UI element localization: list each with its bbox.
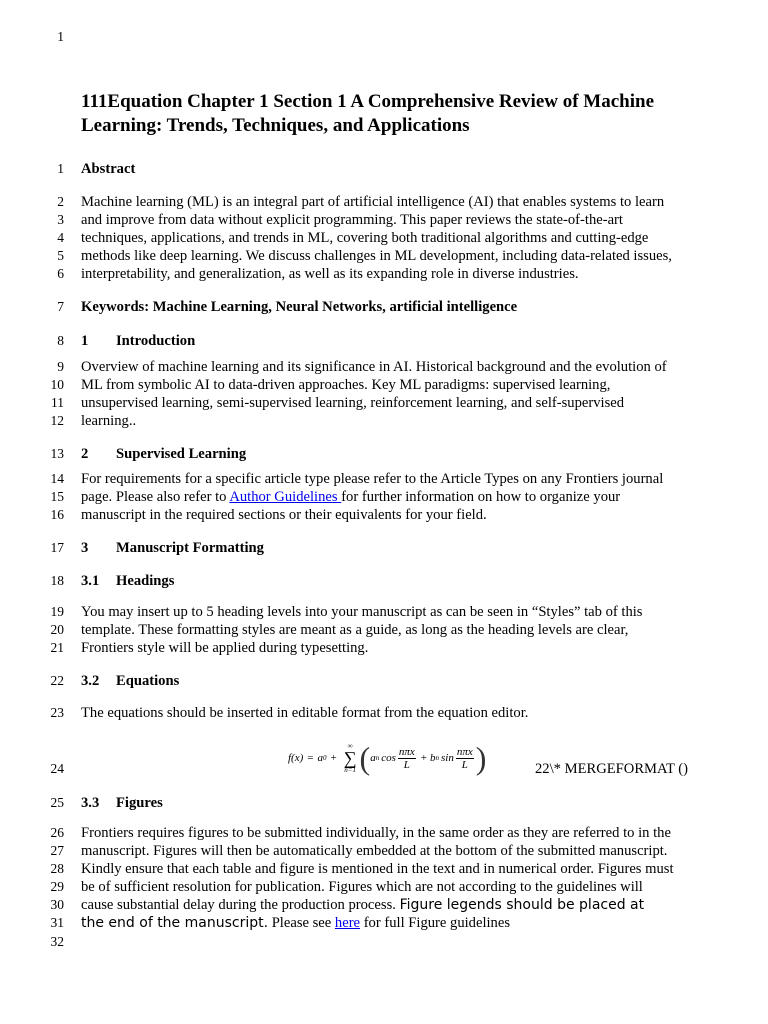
line-number: 15 [50,489,64,504]
eq-bn-sub: n [435,754,439,762]
line-number: 18 [50,573,64,588]
section-title: Manuscript Formatting [116,540,264,556]
line-number: 26 [50,825,64,840]
equations-text: The equations should be inserted in editable format from the equation editor. [81,705,529,721]
supervised-line: For requirements for a specific article type please refer to the Article Types on any Frontiers journal [81,471,664,487]
abstract-heading: Abstract [81,161,136,177]
line-number: 4 [57,230,64,245]
text-span: page. Please also refer to [81,489,230,505]
text-span-sans: the end of the manuscript. [81,915,269,931]
text-span: for further information on how to organize your [341,489,621,505]
eq-left-paren: ( [359,740,371,776]
line-number: 7 [57,299,64,314]
text-span: cause substantial delay during the production process. [81,897,400,913]
line-number: 24 [50,761,64,776]
line-number: 8 [57,333,64,348]
line-number: 32 [50,934,64,949]
line-number: 5 [57,248,64,263]
frac-numerator: nπx [398,745,415,758]
section-number: 3.3 [81,795,100,811]
sum-symbol: ∑ [343,748,357,768]
sum-lower-limit: n=1 [344,766,356,774]
headings-line: template. These formatting styles are meant as a guide, as long as the heading levels are clear, [81,622,629,638]
section-heading-headings [81,572,701,590]
eq-bn: b [430,752,436,764]
headings-line: Frontiers style will be applied during typesetting. [81,640,369,656]
intro-line: Overview of machine learning and its significance in AI. Historical background and the evolution of [81,359,667,375]
figures-line: Kindly ensure that each table and figure is mentioned in the text and in numerical order. Figures must [81,861,674,877]
section-number: 3.2 [81,673,100,689]
line-number: 25 [50,795,64,810]
line-number: 3 [57,212,64,227]
eq-right-paren: ) [475,740,487,776]
eq-plus: + [420,752,427,764]
line-number: 11 [51,395,64,410]
merge-format-field: 22\* MERGEFORMAT () [535,761,688,777]
section-number: 2 [81,446,89,462]
line-number: 19 [50,604,64,619]
line-number: 1 [57,29,64,44]
eq-a0-sub: 0 [322,754,327,762]
section-title: Introduction [116,333,196,349]
eq-sin: sin [441,752,454,764]
author-guidelines-link[interactable]: Author Guidelines [229,489,342,505]
line-number: 21 [50,640,64,655]
eq-cos: cos [381,752,396,764]
line-number: 22 [50,673,64,688]
line-number: 14 [50,471,64,486]
figures-line [81,914,701,932]
eq-fraction [456,746,474,771]
line-number: 13 [50,446,64,461]
text-span: for full Figure guidelines [360,915,511,931]
figures-line: Frontiers requires figures to be submitted individually, in the same order as they are referred to in the [81,825,671,841]
abstract-line: interpretability, and generalization, as well as its expanding role in diverse industries. [81,266,579,282]
frac-numerator: nπx [456,745,473,758]
frac-denominator: L [403,758,410,771]
section-number: 1 [81,333,89,349]
line-number: 28 [50,861,64,876]
eq-an: a [370,752,376,764]
section-title: Supervised Learning [116,446,247,462]
frac-denominator: L [461,758,468,771]
eq-fraction [398,746,416,771]
section-heading-equations [81,672,701,690]
line-number: 20 [50,622,64,637]
figure-guidelines-link[interactable]: here [334,915,361,931]
headings-line: You may insert up to 5 heading levels into your manuscript as can be seen in “Styles” tab of this [81,604,643,620]
keywords: Keywords: Machine Learning, Neural Networks, artificial intelligence [81,299,518,315]
section-heading-formatting [81,539,701,557]
supervised-line [81,488,701,506]
line-number: 27 [50,843,64,858]
section-title: Equations [116,673,180,689]
eq-lhs: f(x) [288,752,304,764]
intro-line: learning.. [81,413,137,429]
eq-a0: a [317,752,323,764]
line-number: 1 [57,161,64,176]
eq-summation [344,742,357,774]
line-number: 10 [50,377,64,392]
line-number: 23 [50,705,64,720]
section-heading-figures [81,794,701,812]
text-span: Please see [268,915,335,931]
section-title: Headings [116,573,175,589]
intro-line: unsupervised learning, semi-supervised learning, reinforcement learning, and self-supervised [81,395,625,411]
line-number: 31 [50,915,64,930]
line-number: 2 [57,194,64,209]
eq-equals: = [307,752,314,764]
abstract-line: and improve from data without explicit programming. This paper reviews the state-of-the-art [81,212,623,228]
supervised-line: manuscript in the required sections or their equivalents for your field. [81,507,487,523]
line-number: 30 [50,897,64,912]
eq-an-sub: n [375,754,380,762]
line-number: 6 [57,266,64,281]
line-number: 12 [50,413,64,428]
line-number: 17 [50,540,64,555]
section-number: 3 [81,540,89,556]
line-number: 16 [50,507,64,522]
section-number: 3.1 [81,573,100,589]
abstract-line: techniques, applications, and trends in ML, covering both traditional algorithms and cutting-edge [81,230,649,246]
line-number: 29 [50,879,64,894]
fourier-equation [288,738,486,778]
section-heading-supervised [81,445,701,463]
line-number: 9 [57,359,64,374]
figures-line: be of sufficient resolution for publication. Figures which are not according to the guidelines will [81,879,643,895]
section-title: Figures [116,795,163,811]
figures-line [81,896,701,914]
abstract-line: methods like deep learning. We discuss challenges in ML development, including data-related issues, [81,248,672,264]
text-span-sans: Figure legends should be placed at [399,897,645,913]
intro-line: ML from symbolic AI to data-driven approaches. Key ML paradigms: supervised learning, [81,377,611,393]
sum-upper-limit: ∞ [347,742,353,750]
abstract-line: Machine learning (ML) is an integral part of artificial intelligence (AI) that enables systems to learn [81,194,665,210]
section-heading-introduction [81,332,701,350]
eq-plus: + [330,752,337,764]
page-title: 111Equation Chapter 1 Section 1 A Comprehensive Review of Machine Learning: Trends, Techniques, and Applications [81,91,655,136]
figures-line: manuscript. Figures will then be automatically embedded at the bottom of the submitted manuscript. [81,843,668,859]
